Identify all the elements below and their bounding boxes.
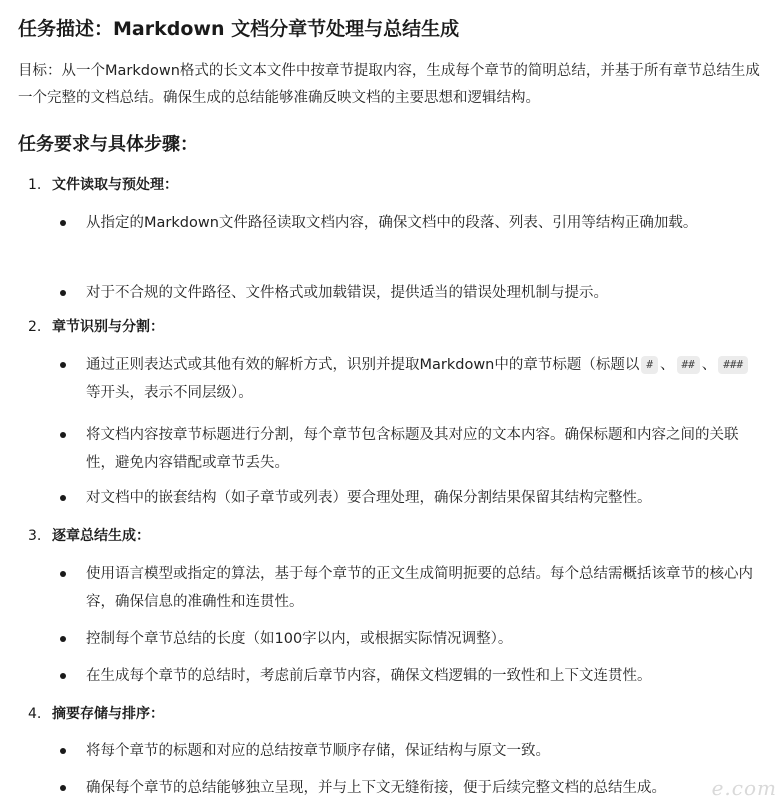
- list-item: [57, 625, 757, 653]
- list-item: [57, 662, 757, 690]
- list-item: [57, 774, 757, 802]
- list-item-text: 确保每个章节的总结能够独立呈现，并与上下文无缝衔接，便于后续完整文档的总结生成。: [86, 780, 666, 796]
- list-item: [57, 737, 757, 765]
- list-item-text-part: 等开头，表示不同层级）。: [86, 385, 253, 401]
- separator: 、: [701, 357, 717, 373]
- list-item-text: 将文档内容按章节标题进行分割，每个章节包含标题及其对应的文本内容。确保标题和内容之间的关联性，避免内容错配或章节丢失。: [86, 427, 739, 471]
- list-item: [57, 421, 757, 477]
- list-item: [57, 279, 757, 307]
- step-3-heading: [28, 524, 150, 548]
- watermark: e.com: [711, 776, 777, 800]
- separator: 、: [660, 357, 675, 373]
- step-label: 逐章总结生成：: [52, 528, 150, 544]
- step-2-heading: [28, 315, 164, 339]
- bullet-dot: [60, 290, 66, 296]
- requirements-heading: 任务要求与具体步骤：: [18, 134, 198, 155]
- document-title: 任务描述：Markdown 文档分章节处理与总结生成: [18, 18, 460, 40]
- step-1-heading: [28, 173, 178, 197]
- inline-code: ###: [718, 356, 748, 374]
- list-item-text: 对文档中的嵌套结构（如子章节或列表）要合理处理，确保分割结果保留其结构完整性。: [86, 490, 652, 506]
- list-item-text-part: 通过正则表达式或其他有效的解析方式，识别并提取Markdown中的章节标题（标题以: [86, 357, 640, 373]
- bullet-dot: [60, 362, 66, 368]
- step-number: 3.: [28, 528, 42, 544]
- list-item: [57, 209, 757, 237]
- goal-paragraph: 目标：从一个Markdown格式的长文本文件中按章节提取内容，生成每个章节的简明总结，并基于所有章节总结生成一个完整的文档总结。确保生成的总结能够准确反映文档的主要思想和逻辑结构。: [18, 63, 760, 106]
- inline-code: ##: [677, 356, 700, 374]
- bullet-dot: [60, 636, 66, 642]
- list-item: [57, 484, 757, 512]
- list-item-text: 对于不合规的文件路径、文件格式或加载错误，提供适当的错误处理机制与提示。: [86, 285, 608, 301]
- list-item-text: 将每个章节的标题和对应的总结按章节顺序存储，保证结构与原文一致。: [86, 743, 550, 759]
- list-item-text: 使用语言模型或指定的算法，基于每个章节的正文生成简明扼要的总结。每个总结需概括该章节的核心内容，确保信息的准确性和连贯性。: [86, 566, 753, 610]
- step-number: 4.: [28, 706, 42, 722]
- step-label: 摘要存储与排序：: [52, 706, 164, 722]
- list-item: [57, 560, 757, 616]
- step-label: 章节识别与分割：: [52, 319, 164, 335]
- bullet-dot: [60, 432, 66, 438]
- step-4-heading: [28, 702, 164, 726]
- list-item-text: 从指定的Markdown文件路径读取文档内容，确保文档中的段落、列表、引用等结构正确加载。: [86, 215, 698, 231]
- step-label: 文件读取与预处理：: [52, 177, 178, 193]
- bullet-dot: [60, 220, 66, 226]
- step-number: 2.: [28, 319, 42, 335]
- inline-code: #: [641, 356, 658, 374]
- list-item-text: 控制每个章节总结的长度（如100字以内，或根据实际情况调整）。: [86, 631, 513, 647]
- bullet-dot: [60, 495, 66, 501]
- bullet-dot: [60, 785, 66, 791]
- bullet-dot: [60, 673, 66, 679]
- list-item: [57, 351, 757, 407]
- list-item-text: 在生成每个章节的总结时，考虑前后章节内容，确保文档逻辑的一致性和上下文连贯性。: [86, 668, 652, 684]
- bullet-dot: [60, 571, 66, 577]
- step-number: 1.: [28, 177, 42, 193]
- list-item-text: [86, 351, 757, 407]
- bullet-dot: [60, 748, 66, 754]
